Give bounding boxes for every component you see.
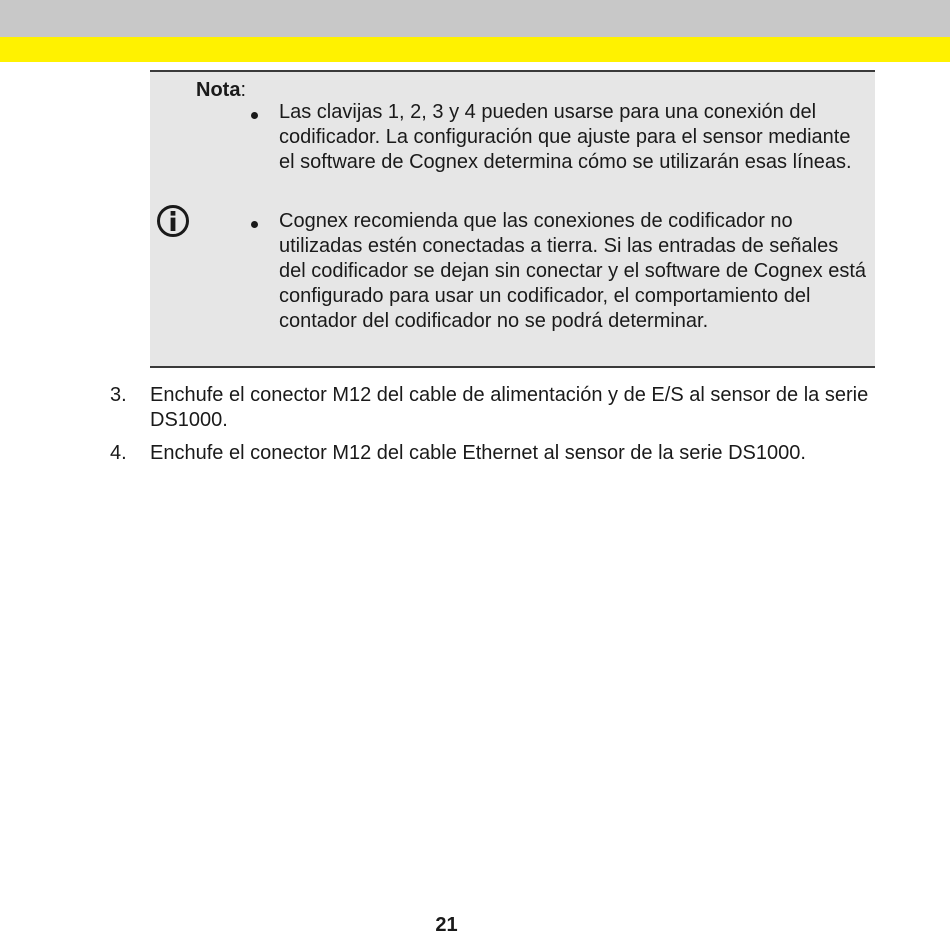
note-bullet-1: Las clavijas 1, 2, 3 y 4 pueden usarse para una conexión del codificador. La configuración que ajuste para el sensor mediante el software de Cognex determina cómo se utilizarán esas líneas.: [279, 101, 852, 173]
header-gray-band: [0, 0, 950, 37]
note-title: Nota:: [196, 79, 247, 101]
bullet-dot: [251, 112, 258, 119]
step-text: Enchufe el conector M12 del cable Ethernet al sensor de la serie DS1000.: [150, 442, 806, 464]
note-bullet-2: Cognex recomienda que las conexiones de codificador no utilizadas estén conectadas a tierra. Si las entradas de señales del codificador se dejan sin conectar y el software de Cognex está configurado para usar un codificador, el comportamiento del contador del codificador no se podrá determinar.: [279, 210, 867, 332]
step-number: 3.: [110, 384, 127, 406]
step-number: 4.: [110, 442, 127, 464]
bullet-dot: [251, 221, 258, 228]
page-number: 21: [435, 914, 458, 936]
header-yellow-band: [0, 37, 950, 62]
info-circle-icon: [156, 204, 190, 238]
step-text: Enchufe el conector M12 del cable de alimentación y de E/S al sensor de la serie DS1000.: [150, 384, 869, 431]
